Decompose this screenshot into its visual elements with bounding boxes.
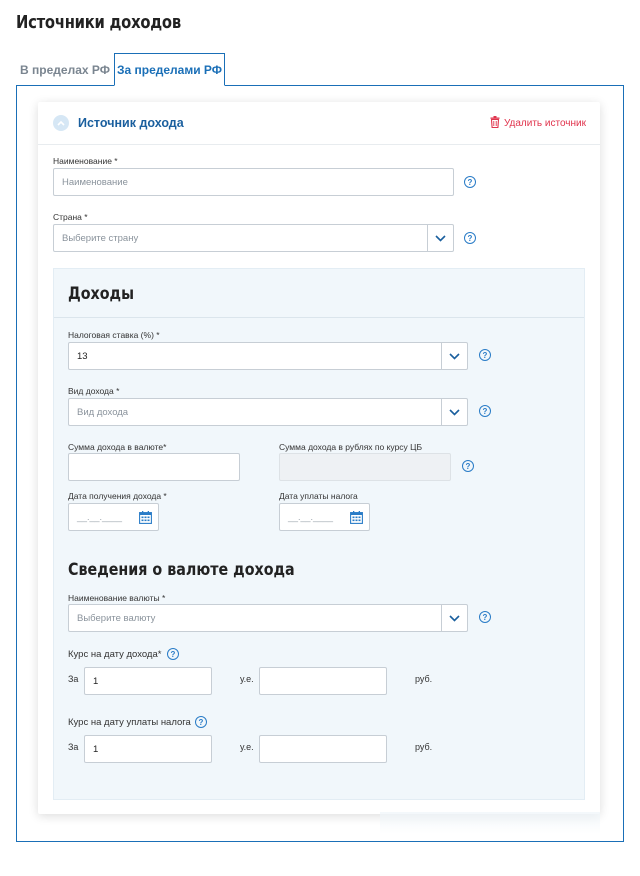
delete-source-button[interactable] <box>490 116 586 131</box>
currency-select-value: Выберите валюту <box>77 612 156 624</box>
country-select-value: Выберите страну <box>62 232 139 244</box>
currency-select[interactable] <box>68 604 468 632</box>
rate-tax-units-input[interactable]: 1 <box>84 735 212 763</box>
page-title: Источники доходов <box>16 12 181 33</box>
chevron-down-icon[interactable] <box>441 399 467 425</box>
collapse-icon[interactable] <box>53 115 69 131</box>
chevron-down-icon[interactable] <box>427 225 453 251</box>
rate-income-rub-input[interactable] <box>259 667 387 695</box>
tax-rate-value: 13 <box>77 350 88 362</box>
income-type-label: Вид дохода * <box>68 386 120 396</box>
currency-section-title: Сведения о валюте дохода <box>68 560 295 580</box>
rate-income-label: Курс на дату дохода* <box>68 649 162 660</box>
amount-currency-input[interactable] <box>68 453 240 481</box>
delete-source-label: Удалить источник <box>503 118 586 129</box>
calendar-icon[interactable] <box>350 511 363 526</box>
help-icon[interactable]: ? <box>479 611 491 623</box>
card-title: Источник дохода <box>78 116 184 130</box>
tax-date-value: __.__.____ <box>288 512 334 522</box>
name-input[interactable]: Наименование <box>53 168 454 196</box>
help-icon[interactable]: ? <box>464 176 476 188</box>
amount-rub-input <box>279 453 451 481</box>
income-date-input[interactable] <box>68 503 159 531</box>
income-section-title: Доходы <box>68 284 135 304</box>
help-icon[interactable]: ? <box>195 716 207 728</box>
calendar-icon[interactable] <box>139 511 152 526</box>
help-icon[interactable]: ? <box>167 648 179 660</box>
country-label: Страна * <box>53 212 88 222</box>
rate-income-prefix: За <box>68 674 79 684</box>
name-label: Наименование * <box>53 156 118 166</box>
income-date-value: __.__.____ <box>77 512 123 522</box>
income-type-value: Вид дохода <box>77 406 129 418</box>
card-shadow-decoration <box>380 812 600 834</box>
help-icon[interactable]: ? <box>464 232 476 244</box>
rate-tax-unit-label: у.е. <box>240 742 254 752</box>
trash-icon <box>490 116 500 131</box>
tax-rate-select[interactable] <box>68 342 468 370</box>
income-date-label: Дата получения дохода * <box>68 491 167 501</box>
income-type-select[interactable] <box>68 398 468 426</box>
rate-income-unit-label: у.е. <box>240 674 254 684</box>
help-icon[interactable]: ? <box>462 460 474 472</box>
rate-tax-prefix: За <box>68 742 79 752</box>
rate-tax-label: Курс на дату уплаты налога <box>68 717 191 728</box>
tax-date-input[interactable] <box>279 503 370 531</box>
divider <box>54 317 584 318</box>
tab-outside-russia[interactable]: За пределами РФ <box>114 53 225 86</box>
rate-income-units-input[interactable]: 1 <box>84 667 212 695</box>
tax-rate-label: Налоговая ставка (%) * <box>68 330 160 340</box>
help-icon[interactable]: ? <box>479 349 491 361</box>
rate-income-rub-label: руб. <box>415 674 433 684</box>
rate-tax-rub-input[interactable] <box>259 735 387 763</box>
chevron-down-icon[interactable] <box>441 343 467 369</box>
country-select[interactable] <box>53 224 454 252</box>
rate-tax-rub-label: руб. <box>415 742 433 752</box>
amount-rub-label: Сумма дохода в рублях по курсу ЦБ <box>279 442 423 452</box>
card-header <box>38 102 600 145</box>
currency-name-label: Наименование валюты * <box>68 593 166 603</box>
chevron-down-icon[interactable] <box>441 605 467 631</box>
help-icon[interactable]: ? <box>479 405 491 417</box>
tab-within-russia[interactable]: В пределах РФ <box>20 62 110 77</box>
amount-currency-label: Сумма дохода в валюте* <box>68 442 167 452</box>
tax-date-label: Дата уплаты налога <box>279 491 358 501</box>
